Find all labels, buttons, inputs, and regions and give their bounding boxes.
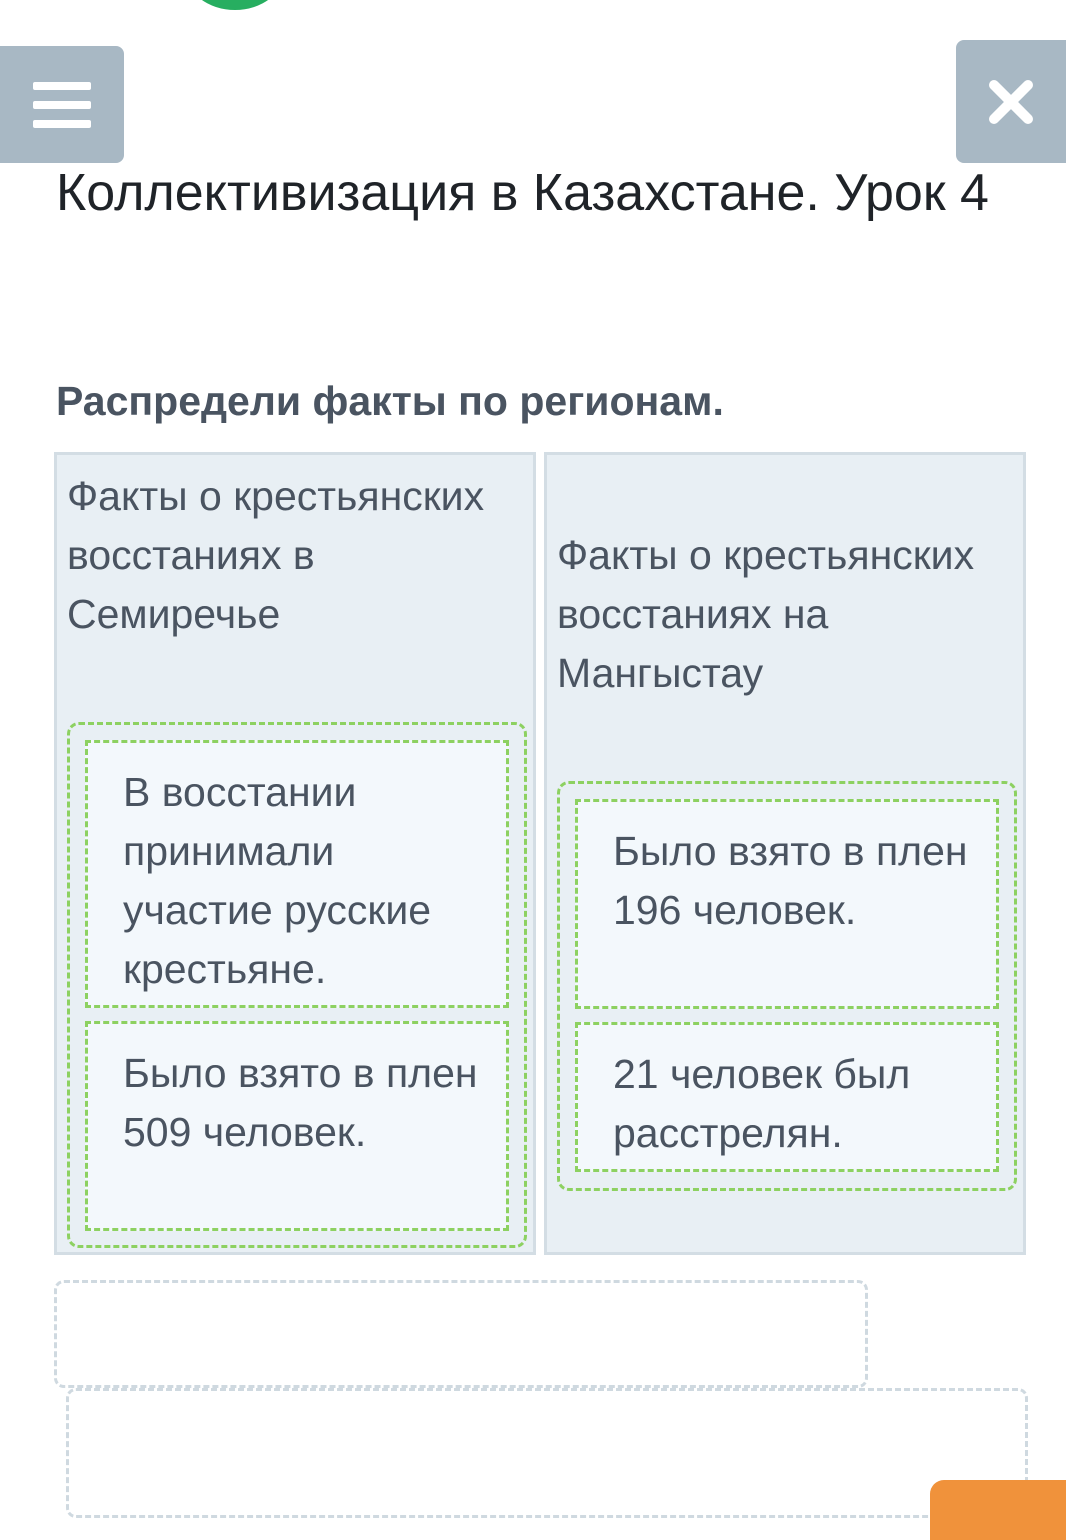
category-column-semirechye (54, 452, 536, 1255)
fact-card[interactable]: Было взято в плен 509 человек. (85, 1021, 509, 1231)
empty-answer-slot[interactable] (66, 1388, 1028, 1518)
check-button[interactable] (930, 1480, 1066, 1540)
category-column-mangystau (544, 452, 1026, 1255)
close-icon (988, 79, 1034, 125)
drop-zone[interactable] (67, 722, 527, 1248)
empty-answer-slot[interactable] (54, 1280, 868, 1388)
close-button[interactable] (956, 40, 1066, 163)
column-header: Факты о крестьянских восстаниях на Мангыстау (557, 532, 975, 696)
menu-button[interactable] (0, 46, 124, 163)
drop-zone[interactable] (557, 781, 1017, 1191)
fact-card[interactable]: В восстании принимали участие русские крестьяне. (85, 740, 509, 1008)
column-header: Факты о крестьянских восстаниях в Семиречье (67, 473, 485, 637)
hamburger-menu-icon (33, 80, 91, 130)
task-instruction: Распредели факты по регионам. (56, 378, 724, 424)
status-indicator (185, 0, 285, 10)
fact-card[interactable]: Было взято в плен 196 человек. (575, 799, 999, 1009)
page-title: Коллективизация в Казахстане. Урок 4 (56, 164, 989, 222)
fact-card[interactable]: 21 человек был расстрелян. (575, 1022, 999, 1172)
